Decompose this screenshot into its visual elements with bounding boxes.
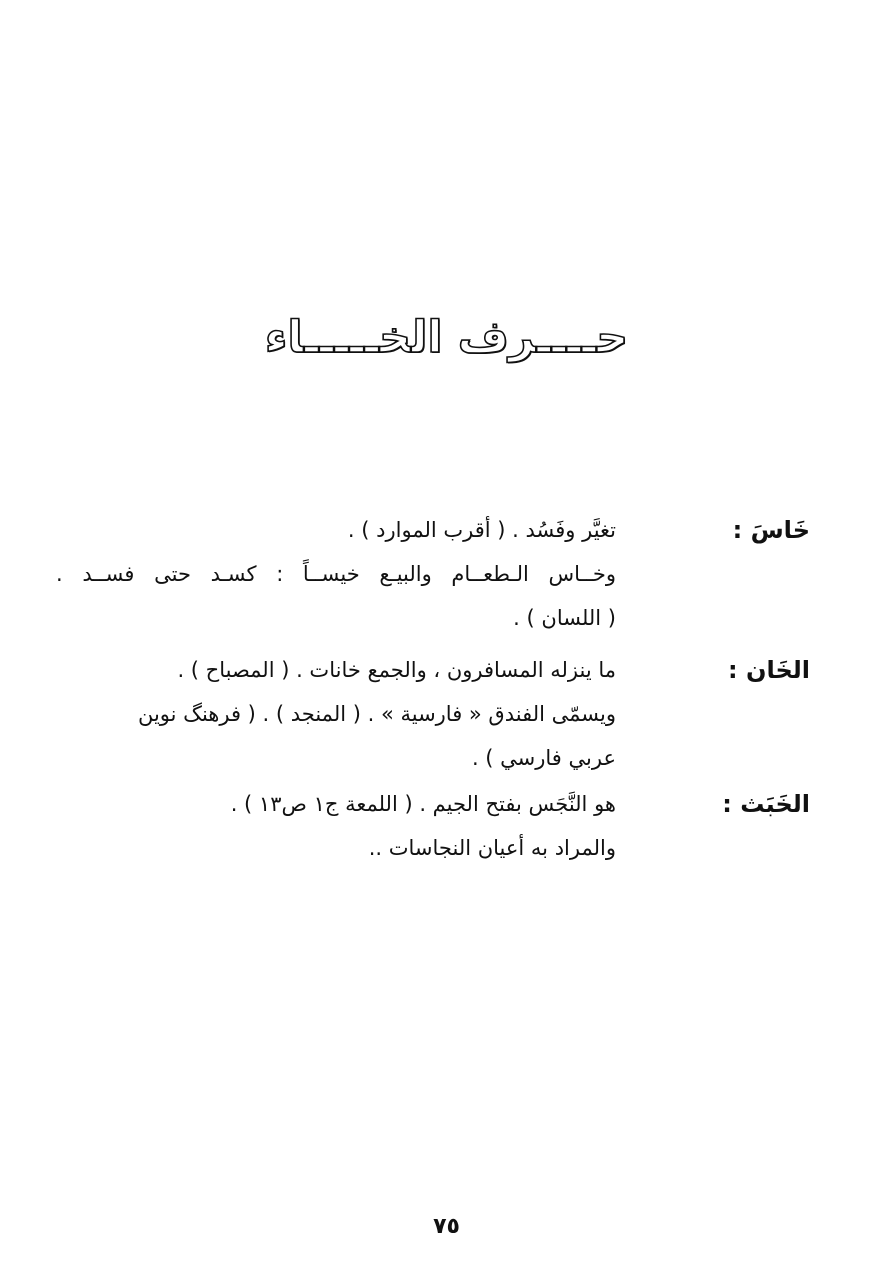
entry-term: الخَبَث : (722, 790, 810, 818)
page-number: ٧٥ (433, 1214, 460, 1239)
definition-line: عربي فارسي ) . (471, 746, 616, 770)
chapter-title: حــــرف الخـــــاء (264, 312, 629, 363)
definition-line: ما ينزله المسافرون ، والجمع خانات . ( المصباح ) . (177, 658, 616, 682)
definition-line: ويسمّى الفندق « فارسية » . ( المنجد ) . ( فرهنگ نوين (137, 702, 616, 726)
definition-line: تغيَّر وفَسُد . ( أقرب الموارد ) . (347, 518, 616, 542)
entry-definition (56, 508, 616, 640)
definition-line: هو النَّجَس بفتح الجيم . ( اللمعة ج١ ص١٣ ) . (230, 792, 616, 816)
entry-definition (56, 782, 616, 870)
definition-line: والمراد به أعيان النجاسات .. (368, 836, 616, 860)
definition-line: ( اللسان ) . (513, 606, 616, 630)
entry-term: الخَان : (728, 656, 810, 684)
definition-line: وخــاس الـطعــام والبيـع خيســاً : كسـد حتى فســد . (56, 562, 616, 586)
entry-term: خَاسَ : (732, 516, 810, 544)
entry-definition (56, 648, 616, 780)
